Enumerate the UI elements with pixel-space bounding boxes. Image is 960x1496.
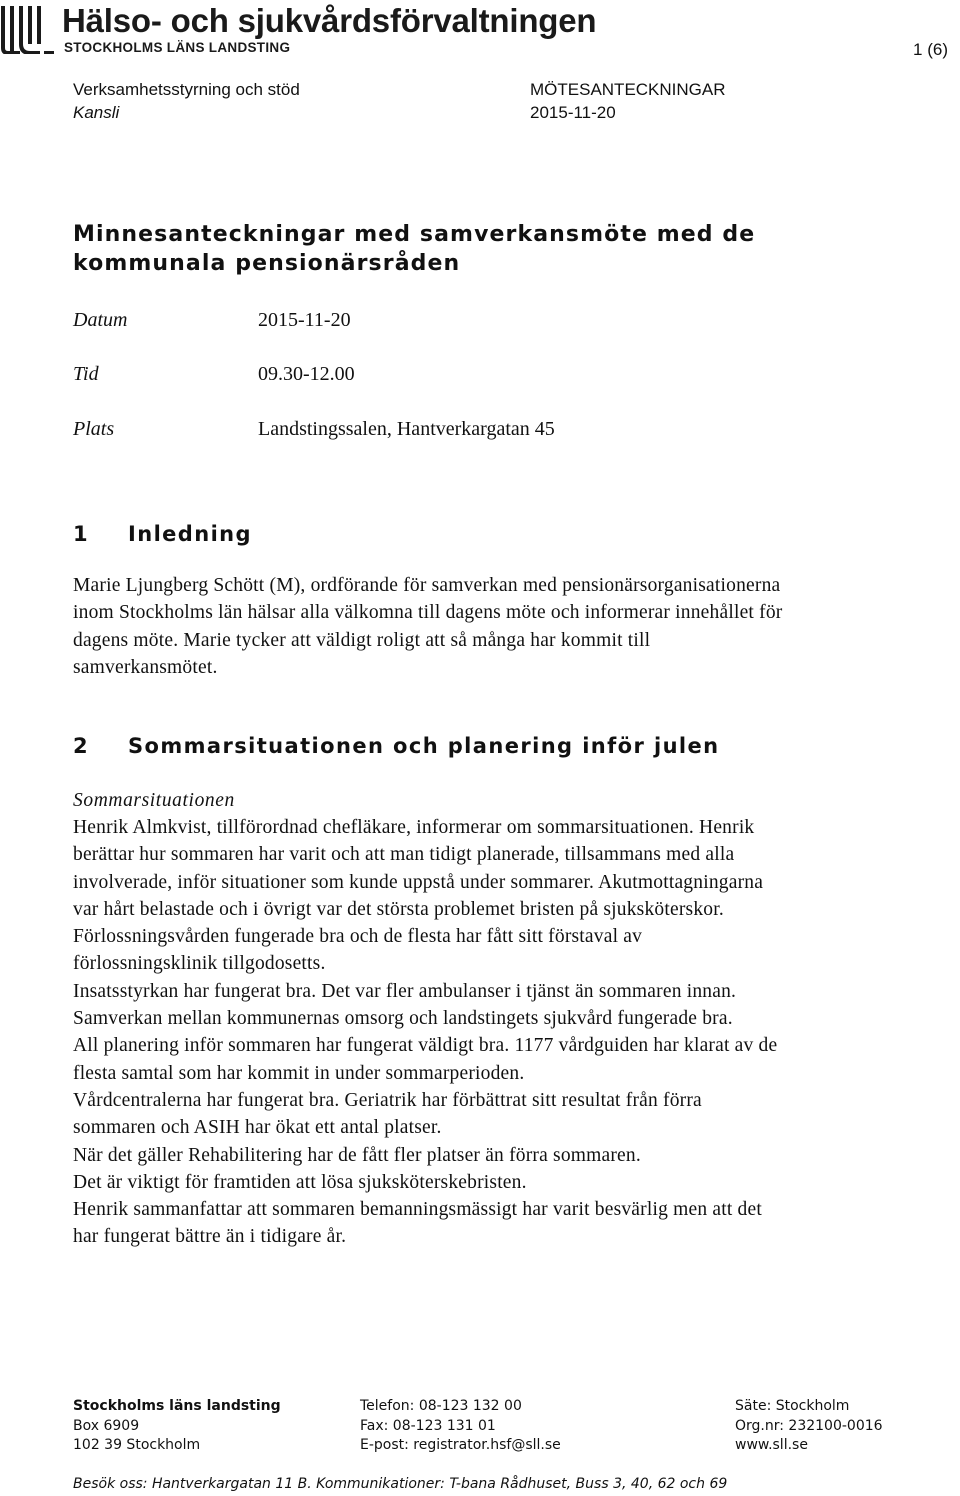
department-name: Verksamhetsstyrning och stöd bbox=[73, 80, 300, 99]
section-1-paragraph: Marie Ljungberg Schött (M), ordförande för samverkan med pensionärsorganisationerna inom Stockholms län hälsar alla välkomna till dagens möte och informerar innehållet för dagens möte. Marie tycker att väldigt roligt att så många har kommit till samverkansmötet. bbox=[73, 575, 783, 678]
title-line-1: Minnesanteckningar med samverkansmöte med de bbox=[73, 222, 756, 247]
footer-seat: Säte: Stockholm bbox=[735, 1398, 850, 1414]
section-1-heading bbox=[73, 520, 252, 548]
section-2-title: Sommarsituationen och planering inför julen bbox=[128, 734, 720, 758]
footer-box: Box 6909 bbox=[73, 1417, 140, 1434]
section-2-number: 2 bbox=[73, 734, 90, 758]
document-date: 2015-11-20 bbox=[530, 103, 616, 122]
time-value: 09.30-12.00 bbox=[258, 363, 355, 385]
section-2-paragraph: Det är viktigt för framtiden att lösa sjuksköterskebristen. bbox=[73, 1171, 527, 1193]
section-2-subheading: Sommarsituationen bbox=[73, 790, 235, 811]
document-title bbox=[73, 220, 833, 278]
section-2-heading bbox=[73, 732, 720, 760]
document-type: MÖTESANTECKNINGAR bbox=[530, 80, 726, 99]
footer-org-name: Stockholms läns landsting bbox=[73, 1398, 281, 1414]
place-label: Plats bbox=[73, 418, 115, 440]
place-value: Landstingssalen, Hantverkargatan 45 bbox=[258, 418, 555, 440]
title-line-2: kommunala pensionärsråden bbox=[73, 251, 461, 276]
date-value: 2015-11-20 bbox=[258, 309, 351, 331]
section-2-paragraph: Henrik sammanfattar att sommaren bemanningsmässigt har varit besvärlig men att det har fungerat bättre än i tidigare år. bbox=[73, 1199, 762, 1248]
header-department-block bbox=[73, 78, 300, 124]
footer-email[interactable]: E-post: registrator.hsf@sll.se bbox=[360, 1437, 561, 1453]
section-1-title: Inledning bbox=[128, 522, 252, 546]
section-1-number: 1 bbox=[73, 522, 90, 546]
section-1-body bbox=[73, 572, 793, 681]
section-2-paragraph: När det gäller Rehabilitering har de fått fler platser än förra sommaren. bbox=[73, 1144, 641, 1166]
sll-logo-icon bbox=[0, 4, 56, 54]
footer-web-link[interactable]: www.sll.se bbox=[735, 1437, 808, 1453]
header-doc-block bbox=[530, 78, 726, 124]
organization-logo bbox=[0, 2, 597, 58]
footer-legal bbox=[735, 1397, 883, 1456]
page-number: 1 (6) bbox=[913, 40, 948, 59]
organization-name: Hälso- och sjukvårdsförvaltningen bbox=[62, 2, 597, 39]
section-2-paragraph: Förlossningsvården fungerade bra och de flesta har fått sitt förstaval av förlossningsklinik tillgodosetts. bbox=[73, 926, 643, 975]
footer-address bbox=[73, 1397, 281, 1456]
section-2-paragraph: Insatsstyrkan har fungerat bra. Det var fler ambulanser i tjänst än sommaren innan. Samverkan mellan kommunernas omsorg och landstingets sjukvård fungerade bra. bbox=[73, 980, 737, 1030]
section-2-paragraph: All planering inför sommaren har fungerat väldigt bra. 1177 vårdguiden har klarat av de flesta samtal som har kommit in under sommarperioden. bbox=[73, 1035, 778, 1084]
unit-name: Kansli bbox=[73, 103, 120, 122]
date-label: Datum bbox=[73, 309, 128, 331]
time-label: Tid bbox=[73, 363, 99, 385]
footer-fax: Fax: 08-123 131 01 bbox=[360, 1417, 496, 1434]
footer-contact bbox=[360, 1397, 561, 1456]
section-2-body bbox=[73, 814, 788, 1251]
section-2-paragraph: Vårdcentralerna har fungerat bra. Geriatrik har förbättrat sitt resultat från förra sommaren och ASIH har ökat ett antal platser. bbox=[73, 1089, 702, 1139]
organization-subtitle: STOCKHOLMS LÄNS LANDSTING bbox=[64, 40, 291, 55]
footer-orgnr: Org.nr: 232100-0016 bbox=[735, 1417, 883, 1434]
footer-phone: Telefon: 08-123 132 00 bbox=[360, 1398, 522, 1414]
section-2-paragraph: Henrik Almkvist, tillförordnad chefläkare, informerar om sommarsituationen. Henrik berättar hur sommaren har varit och att man tidigt planerade, tillsammans med alla involverade, inför situationer som kunde uppstå under sommarer. Akutmottagningarna var hårt belastade och i övrigt var det största problemet bristen på sjuksköterskor. bbox=[73, 817, 764, 920]
footer-visit-info: Besök oss: Hantverkargatan 11 B. Kommunikationer: T-bana Rådhuset, Buss 3, 40, 62 och 69 bbox=[73, 1476, 728, 1492]
footer-city: 102 39 Stockholm bbox=[73, 1437, 201, 1453]
